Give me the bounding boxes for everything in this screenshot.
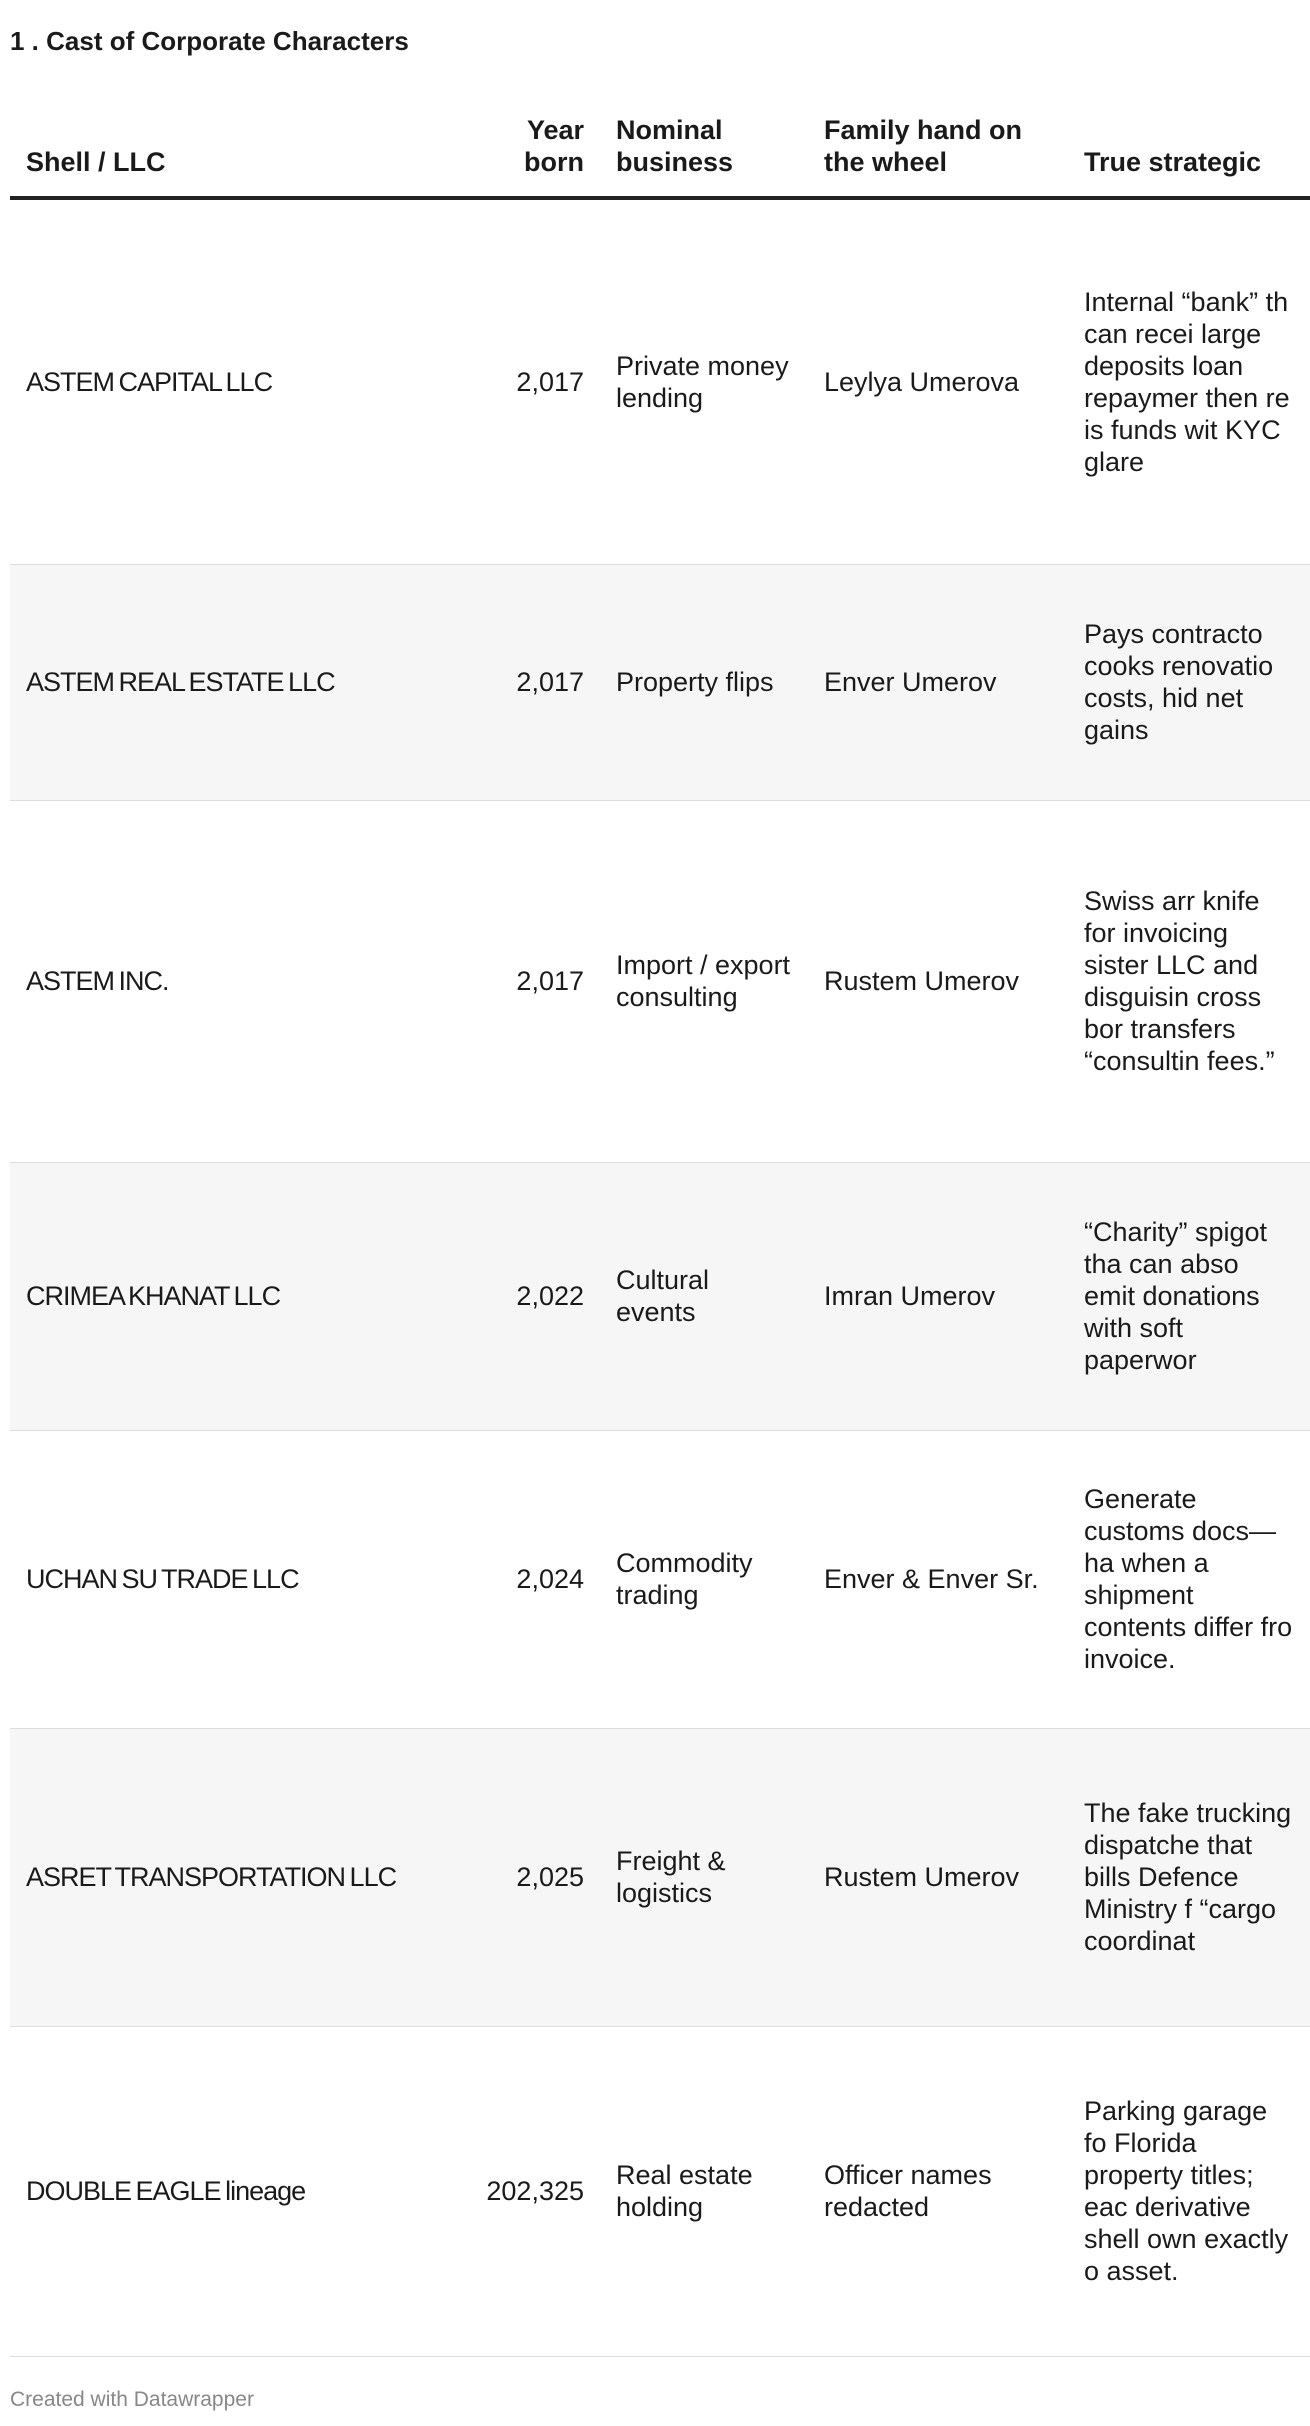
cell-business: Import / export consulting	[600, 800, 808, 1162]
cell-role: Internal “bank” th can recei large deposits loan repaymer then re is funds wit KYC glare	[1068, 198, 1310, 564]
cell-business: Freight & logistics	[600, 1728, 808, 2026]
cell-shell: ASTEM REAL ESTATE LLC	[10, 564, 450, 800]
column-header-role[interactable]: True strategic	[1068, 94, 1310, 198]
table-row	[10, 800, 1310, 1162]
cell-family: Enver Umerov	[808, 564, 1068, 800]
table-row	[10, 1430, 1310, 1728]
cell-year: 2,017	[450, 800, 600, 1162]
cell-business: Commodity trading	[600, 1430, 808, 1728]
header-row	[10, 94, 1310, 198]
cell-shell: DOUBLE EAGLE lineage	[10, 2026, 450, 2356]
cell-shell: CRIMEA KHANAT LLC	[10, 1162, 450, 1430]
column-header-shell[interactable]: Shell / LLC	[10, 94, 450, 198]
cell-family: Officer names redacted	[808, 2026, 1068, 2356]
cell-business: Real estate holding	[600, 2026, 808, 2356]
cell-business: Cultural events	[600, 1162, 808, 1430]
cell-year: 2,017	[450, 198, 600, 564]
cell-family: Imran Umerov	[808, 1162, 1068, 1430]
column-header-year[interactable]: Year born	[450, 94, 600, 198]
cell-year: 2,017	[450, 564, 600, 800]
cell-role: Pays contracto cooks renovatio costs, hid net gains	[1068, 564, 1310, 800]
cell-shell: ASRET TRANSPORTATION LLC	[10, 1728, 450, 2026]
cell-role: Generate customs docs—ha when a shipment contents differ fro invoice.	[1068, 1430, 1310, 1728]
cell-family: Enver & Enver Sr.	[808, 1430, 1068, 1728]
cell-shell: UCHAN SU TRADE LLC	[10, 1430, 450, 1728]
table-title: 1 . Cast of Corporate Characters	[10, 26, 409, 56]
cell-role: The fake trucking dispatche that bills Defence Ministry f “cargo coordinat	[1068, 1728, 1310, 2026]
cell-year: 2,022	[450, 1162, 600, 1430]
table-row	[10, 1162, 1310, 1430]
cell-business: Private money lending	[600, 198, 808, 564]
cell-family: Rustem Umerov	[808, 1728, 1068, 2026]
data-table-container	[10, 94, 1293, 2357]
table-row	[10, 2026, 1310, 2356]
table-row	[10, 564, 1310, 800]
cell-shell: ASTEM CAPITAL LLC	[10, 198, 450, 564]
cell-family: Leylya Umerova	[808, 198, 1068, 564]
corporate-characters-table	[10, 94, 1310, 2357]
cell-year: 202,325	[450, 2026, 600, 2356]
column-header-business[interactable]: Nominal business	[600, 94, 808, 198]
cell-role: “Charity” spigot tha can abso emit donations with soft paperwor	[1068, 1162, 1310, 1430]
cell-business: Property flips	[600, 564, 808, 800]
table-row	[10, 1728, 1310, 2026]
table-row	[10, 198, 1310, 564]
cell-shell: ASTEM INC.	[10, 800, 450, 1162]
cell-role: Parking garage fo Florida property titles; eac derivative shell own exactly o asset.	[1068, 2026, 1310, 2356]
footer-credit[interactable]: Created with Datawrapper	[10, 2388, 254, 2411]
cell-family: Rustem Umerov	[808, 800, 1068, 1162]
cell-year: 2,024	[450, 1430, 600, 1728]
column-header-family[interactable]: Family hand on the wheel	[808, 94, 1068, 198]
cell-role: Swiss arr knife for invoicing sister LLC and disguisin cross bor transfers “consultin fees.”	[1068, 800, 1310, 1162]
cell-year: 2,025	[450, 1728, 600, 2026]
